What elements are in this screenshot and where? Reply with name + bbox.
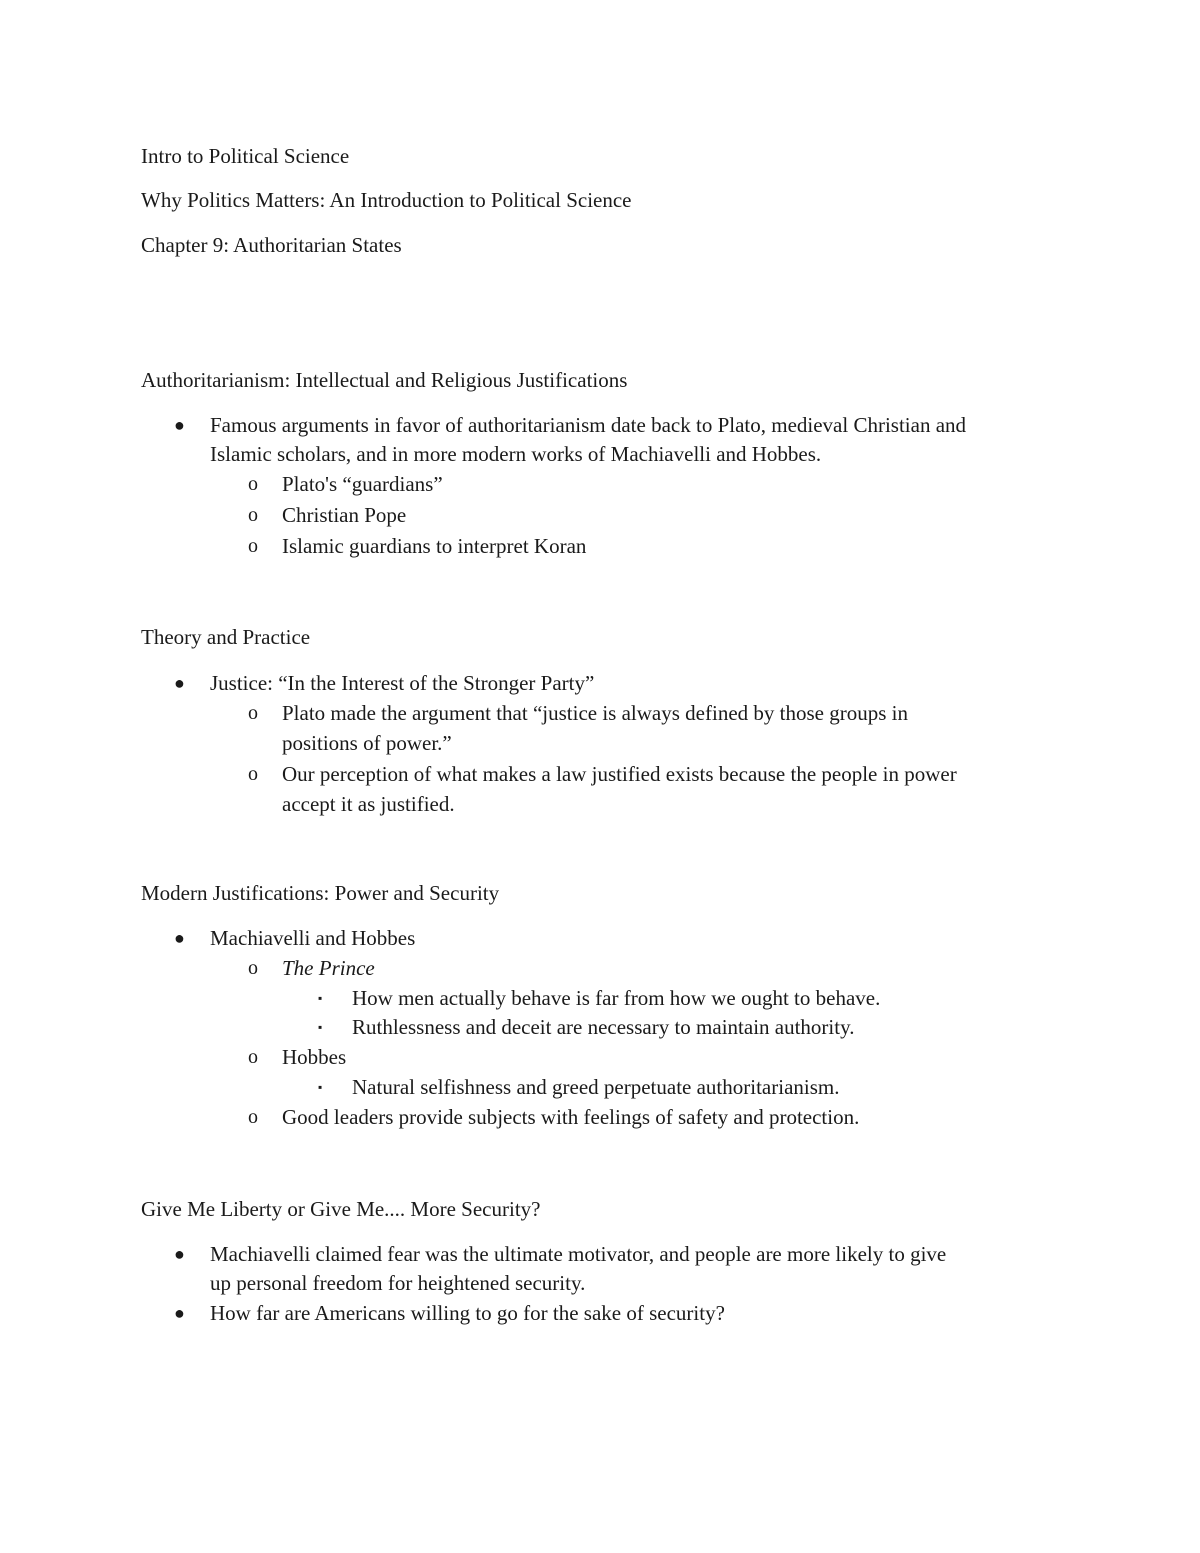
sub-bullet-marker: o: [248, 473, 258, 495]
bullet-marker: ●: [174, 1244, 185, 1264]
sub-bullet-marker: o: [248, 1046, 258, 1068]
bullet-marker: ●: [174, 673, 185, 693]
sub-bullet-marker: o: [248, 504, 258, 526]
section-heading: Authoritarianism: Intellectual and Religious Justifications: [141, 368, 628, 392]
sub-bullet-marker: o: [248, 702, 258, 724]
sub-bullet-marker: o: [248, 535, 258, 557]
sub-sub-list-item: Natural selfishness and greed perpetuate authoritarianism.: [352, 1075, 840, 1099]
sub-sub-bullet-marker: ▪: [318, 991, 323, 1005]
sub-list-item: Christian Pope: [282, 503, 407, 527]
sub-list-item: Islamic guardians to interpret Koran: [282, 534, 587, 558]
list-item: Machiavelli and Hobbes: [210, 926, 416, 950]
section-heading: Give Me Liberty or Give Me.... More Security?: [141, 1197, 541, 1221]
list-item: How far are Americans willing to go for the sake of security?: [210, 1301, 725, 1325]
bullet-marker: ●: [174, 928, 185, 948]
sub-list-item: Our perception of what makes a law justified exists because the people in power: [282, 762, 957, 786]
course-title: Intro to Political Science: [141, 144, 350, 168]
list-item: Justice: “In the Interest of the Stronger Party”: [210, 671, 595, 695]
bullet-marker: ●: [174, 1303, 185, 1323]
sub-bullet-marker: o: [248, 1106, 258, 1128]
list-item: Famous arguments in favor of authoritarianism date back to Plato, medieval Christian and: [210, 413, 967, 437]
sub-list-item-continued: positions of power.”: [282, 731, 452, 755]
sub-sub-bullet-marker: ▪: [318, 1080, 323, 1094]
sub-list-item: Hobbes: [282, 1045, 347, 1069]
sub-list-item: Good leaders provide subjects with feelings of safety and protection.: [282, 1105, 860, 1129]
sub-bullet-marker: o: [248, 763, 258, 785]
bullet-marker: ●: [174, 415, 185, 435]
list-item: Machiavelli claimed fear was the ultimate motivator, and people are more likely to give: [210, 1242, 947, 1266]
section-heading: Modern Justifications: Power and Security: [141, 881, 500, 905]
sub-sub-list-item: Ruthlessness and deceit are necessary to maintain authority.: [352, 1015, 855, 1039]
sub-list-item: Plato's “guardians”: [282, 472, 443, 496]
sub-list-item-continued: accept it as justified.: [282, 792, 455, 816]
sub-sub-bullet-marker: ▪: [318, 1020, 323, 1034]
list-item-continued: Islamic scholars, and in more modern works of Machiavelli and Hobbes.: [210, 442, 822, 466]
list-item-continued: up personal freedom for heightened security.: [210, 1271, 586, 1295]
book-title: Why Politics Matters: An Introduction to Political Science: [141, 188, 632, 212]
chapter-title: Chapter 9: Authoritarian States: [141, 233, 402, 257]
sub-list-item: Plato made the argument that “justice is always defined by those groups in: [282, 701, 908, 725]
section-heading: Theory and Practice: [141, 625, 311, 649]
sub-bullet-marker: o: [248, 957, 258, 979]
book-title-italic: The Prince: [282, 956, 375, 980]
sub-sub-list-item: How men actually behave is far from how we ought to behave.: [352, 986, 881, 1010]
